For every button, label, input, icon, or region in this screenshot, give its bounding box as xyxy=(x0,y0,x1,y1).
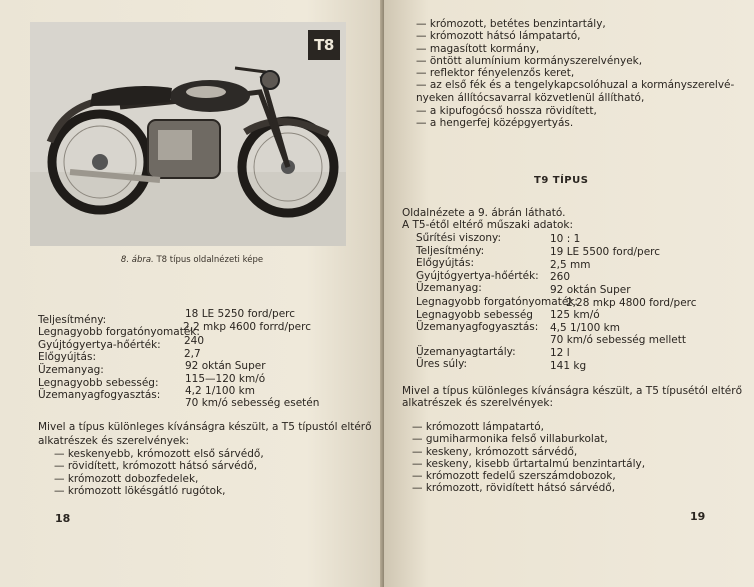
spec-label: Gyújtógyertya-hőérték: xyxy=(38,339,161,351)
intro-line-2: A T5-étől eltérő műszaki adatok: xyxy=(402,219,574,231)
spec-value: 240 xyxy=(184,335,205,347)
spec-value: 12 l xyxy=(550,347,570,359)
caption-text: T8 típus oldalnézeti képe xyxy=(156,255,264,265)
right-bullet-list xyxy=(412,421,645,495)
list-item: — az első fék és a tengelykapcsolóhuzal a kormányszerelvé- xyxy=(416,79,734,91)
spec-label: Üzemanyagtartály: xyxy=(416,346,516,358)
list-item: — krómozott, betétes benzintartály, xyxy=(416,18,734,30)
list-item: — krómozott lökésgátló rugótok, xyxy=(54,485,264,497)
spec-value: 2,7 xyxy=(184,348,201,360)
list-item: — a kipufogócső hossza rövidített, xyxy=(416,105,597,117)
list-item: — keskeny, kisebb űrtartalmú benzintartály, xyxy=(412,458,645,470)
list-item: — krómozott hátsó lámpatartó, xyxy=(416,30,734,42)
spec-label: Előgyújtás: xyxy=(38,351,96,363)
spec-value: 10 : 1 xyxy=(550,233,581,245)
spec-value: 260 xyxy=(550,271,571,283)
spec-value-extra: 70 km/ó sebesség esetén xyxy=(185,397,320,409)
model-badge: T8 xyxy=(308,30,340,60)
spec-value: 19 LE 5500 ford/perc xyxy=(550,246,661,258)
list-item: — öntött alumínium kormányszerelvények, xyxy=(416,55,734,67)
list-item: — krómozott dobozfedelek, xyxy=(54,473,264,485)
page-number: 19 xyxy=(690,510,706,523)
list-item: — krómozott, rövidített hátsó sárvédő, xyxy=(412,482,645,494)
spec-label: Üzemanyag: xyxy=(416,282,482,294)
spec-label: Gyújtógyertya-hőérték: xyxy=(416,270,539,282)
spec-label: Legnagyobb forgatónyomaték: xyxy=(416,296,578,308)
intro-line-2: alkatrészek és szerelvények: xyxy=(38,435,189,447)
spec-value: 4,5 1/100 km xyxy=(550,322,620,334)
left-bullet-list xyxy=(54,448,264,497)
intro-line-1: Oldalnézete a 9. ábrán látható. xyxy=(402,207,566,219)
spec-label: Előgyújtás: xyxy=(416,257,474,269)
motorcycle-illustration xyxy=(30,22,346,246)
spec-label: Legnagyobb forgatónyomaték: xyxy=(38,326,200,338)
figure-caption xyxy=(0,255,384,265)
bullet-continuation: nyeken állítócsavarral közvetlenül állítható, xyxy=(416,92,645,104)
intro-line-1: Mivel a típus különleges kívánságra készült, a T5 típustól eltérő xyxy=(38,421,372,433)
para-line-2: alkatrészek és szerelvények: xyxy=(402,397,553,409)
spec-value: 125 km/ó xyxy=(550,309,600,321)
spec-value: 2,2 mkp 4600 forrd/perc xyxy=(183,321,311,333)
motorcycle-photo xyxy=(30,22,346,246)
spec-value-extra: 70 km/ó sebesség mellett xyxy=(550,334,686,346)
right-page xyxy=(384,0,754,587)
list-item: — magasított kormány, xyxy=(416,43,734,55)
spec-label: Teljesítmény: xyxy=(38,314,107,326)
spec-value: 2,28 mkp 4800 ford/perc xyxy=(566,297,697,309)
spec-label: Üzemanyag: xyxy=(38,364,104,376)
top-bullet-list xyxy=(416,18,734,92)
spec-label: Üres súly: xyxy=(416,358,468,370)
spec-value: 18 LE 5250 ford/perc xyxy=(185,308,296,320)
spec-value: 92 oktán Super xyxy=(550,284,631,296)
list-item: — gumiharmonika felső villaburkolat, xyxy=(412,433,645,445)
spec-value: 92 oktán Super xyxy=(185,360,266,372)
list-item: — keskenyebb, krómozott első sárvédő, xyxy=(54,448,264,460)
para-line-1: Mivel a típus különleges kívánságra készült, a T5 típusétól eltérő xyxy=(402,385,743,397)
page-number: 18 xyxy=(55,512,71,525)
spec-value: 2,5 mm xyxy=(550,259,591,271)
spec-value: 4,2 1/100 km xyxy=(185,385,255,397)
list-item: — keskeny, krómozott sárvédő, xyxy=(412,446,645,458)
spec-label: Legnagyobb sebesség: xyxy=(38,377,159,389)
spec-value: 141 kg xyxy=(550,360,587,372)
spec-label: Legnagyobb sebesség xyxy=(416,309,533,321)
spec-value: 115—120 km/ó xyxy=(185,373,266,385)
caption-prefix: 8. ábra. xyxy=(120,255,154,265)
list-item: — reflektor fényelenzős keret, xyxy=(416,67,734,79)
spec-label: Teljesítmény: xyxy=(416,245,485,257)
list-item: — a hengerfej középgyertyás. xyxy=(416,117,597,129)
section-heading: T9 TÍPUS xyxy=(534,175,589,186)
list-item: — krómozott fedelű szerszámdobozok, xyxy=(412,470,645,482)
spec-label: Üzemanyagfogyasztás: xyxy=(416,321,539,333)
list-item: — rövidített, krómozott hátsó sárvédő, xyxy=(54,460,264,472)
spec-label: Sűrítési viszony: xyxy=(416,232,502,244)
list-item: — krómozott lámpatartó, xyxy=(412,421,645,433)
spec-label: Üzemanyagfogyasztás: xyxy=(38,389,161,401)
top-bullet-list-end xyxy=(416,105,597,130)
